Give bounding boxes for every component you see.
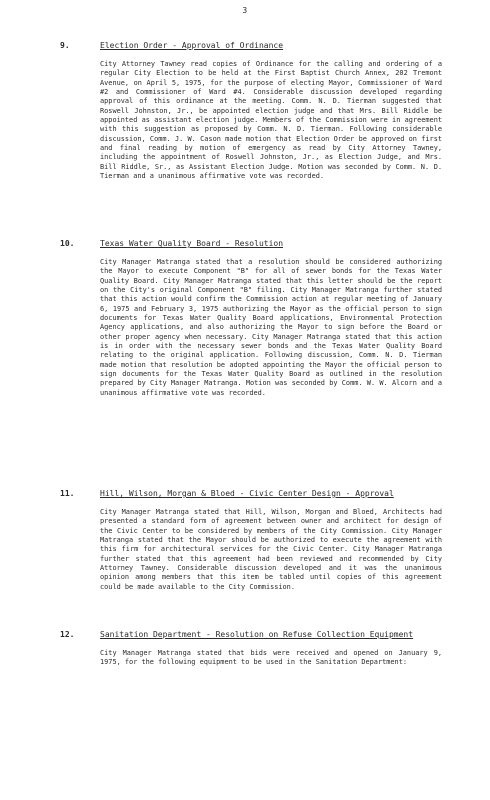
item-body: City Manager Matranga stated that Hill, Wilson, Morgan and Bloed, Architects had presented a standard form of agreement between owner and architect for design of the Civic Center to be considered by members of the City Commission. City Manager Matranga stated that the Mayor should be authorized to execute the agreement with this firm for architectural services for the Civic Center. City Manager Matranga further stated that this agreement had been reviewed and recommended by City Attorney Tawney. Considerable discussion developed and it was the unanimous opinion among members that this item be tabled until copies of this agreement could be made available to the City Commission.	[100, 508, 442, 591]
item-number: 11.	[60, 489, 75, 498]
item-number: 10.	[60, 239, 75, 248]
agenda-item-11	[60, 488, 442, 618]
item-title: Sanitation Department - Resolution on Refuse Collection Equipment	[100, 630, 414, 639]
item-title: Texas Water Quality Board - Resolution	[100, 239, 284, 248]
item-number: 12.	[60, 630, 75, 639]
item-title: Election Order - Approval of Ordinance	[100, 41, 284, 50]
item-body: City Attorney Tawney read copies of Ordinance for the calling and ordering of a regular City Election to be held at the First Baptist Church Annex, 202 Tremont Avenue, on April 5, 1975, for the purpose of electing Mayor, Commissioner of Ward #2 and Commissioner of Ward #4. Considerable discussion developed regarding approval of this ordinance at the meeting. Comm. N. D. Tierman suggested that Roswell Johnston, Jr., be appointed election judge and that Mrs. Bill Riddle be appointed as assistant election judge. Members of the Commission were in agreement with this suggestion as proposed by Comm. N. D. Tierman. Following considerable discussion, Comm. J. W. Cason made motion that Election Order be approved on first and final reading by motion of emergency as read by City Attorney Tawney, including the appointment of Roswell Johnston, Jr., as Election Judge, and Mrs. Bill Riddle, Sr., as Assistant Election Judge. Motion was seconded by Comm. N. D. Tierman and a unanimous affirmative vote was recorded.	[100, 60, 442, 181]
page-number: 3	[242, 6, 248, 15]
item-body: City Manager Matranga stated that a resolution should be considered authorizing the Mayor to execute Component "B" for all of sewer bonds for the Texas Water Quality Board. City Manager Matranga stated that this letter should be the report on the City's original Component "B" filing. City Manager Matranga further stated that this action would confirm the Commission action at regular meeting of January 6, 1975 and February 3, 1975 authorizing the Mayor as the official person to sign documents for Texas Water Quality Board applications, Environmental Protection Agency applications, and also authorizing the Mayor to sign before the Board or other proper agency when necessary. City Manager Matranga stated that this action is in order with the necessary sewer bonds and the Texas Water Quality Board relating to the original application. Following discussion, Comm. N. D. Tierman made motion that resolution be adopted appointing the Mayor the official person to sign documents for the Texas Water Quality Board as outlined in the resolution prepared by City Manager Matranga. Motion was seconded by Comm. W. W. Alcorn and a unanimous affirmative vote was recorded.	[100, 258, 442, 397]
item-number: 9.	[60, 41, 70, 50]
agenda-item-10	[60, 238, 442, 478]
item-title: Hill, Wilson, Morgan & Bloed - Civic Center Design - Approval	[100, 489, 394, 498]
item-body: City Manager Matranga stated that bids were received and opened on January 9, 1975, for the following equipment to be used in the Sanitation Department:	[100, 649, 442, 667]
agenda-item-9	[60, 40, 442, 255]
agenda-item-12	[60, 629, 442, 699]
